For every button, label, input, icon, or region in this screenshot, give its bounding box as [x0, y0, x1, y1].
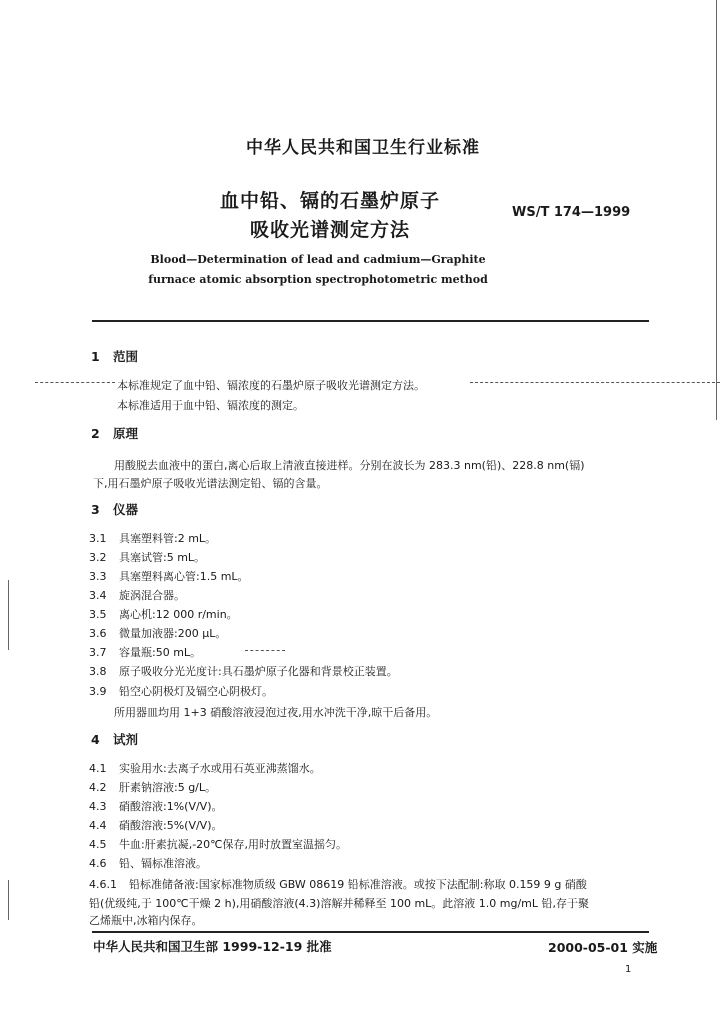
scan-artifact-line [470, 382, 720, 383]
item-text: 容量瓶:50 mL。 [119, 646, 202, 659]
section-1-paragraph-1: 本标准规定了血中铅、镉浓度的石墨炉原子吸收光谱测定方法。 [117, 379, 425, 392]
item-number: 4.4 [89, 819, 107, 832]
item-text: 铅标准储备液:国家标准物质级 GBW 08619 铅标准溶液。或按下法配制:称取 0.159 9 g 硝酸 [129, 878, 587, 891]
scan-artifact-line [245, 650, 285, 651]
item-number: 3.6 [89, 627, 107, 640]
item-text: 旋涡混合器。 [119, 589, 185, 602]
list-item [89, 855, 207, 871]
item-text: 微量加液器:200 μL。 [119, 627, 227, 640]
item-text: 具塞试管:5 mL。 [119, 551, 206, 564]
item-text: 具塞塑料离心管:1.5 mL。 [119, 570, 249, 583]
item-number: 3.1 [89, 532, 107, 545]
list-item [89, 644, 201, 660]
item-number: 3.8 [89, 665, 107, 678]
section-2-paragraph-1: 用酸脱去血液中的蛋白,离心后取上清液直接进样。分别在波长为 283.3 nm(铅)、228.8 nm(镉) [114, 459, 585, 472]
footer-rule [92, 931, 649, 933]
item-text: 牛血:肝素抗凝,-20℃保存,用时放置室温摇匀。 [119, 838, 348, 851]
list-item [89, 760, 321, 776]
item-text: 铅、镉标准溶液。 [119, 857, 207, 870]
section-3-heading [91, 500, 138, 518]
item-text: 具塞塑料管:2 mL。 [119, 532, 217, 545]
section-2-number: 2 [91, 426, 100, 441]
section-2-heading [91, 424, 138, 442]
title-en-line-2: furnace atomic absorption spectrophotometric method [148, 273, 488, 286]
title-cn-line-1: 血中铅、镉的石墨炉原子 [219, 190, 440, 212]
item-number: 3.2 [89, 551, 107, 564]
list-item [89, 625, 226, 641]
section-4-title: 试剂 [113, 732, 139, 747]
section-4-number: 4 [91, 732, 100, 747]
list-item [89, 587, 185, 603]
item-text: 硝酸溶液:1%(V/V)。 [119, 800, 223, 813]
scan-edge-mark [8, 880, 9, 920]
header-rule [92, 320, 649, 322]
sub-item-4-6-1-line-3: 乙烯瓶中,冰箱内保存。 [89, 914, 203, 927]
list-item [89, 798, 223, 814]
list-item [89, 683, 273, 699]
sub-item-4-6-1 [89, 876, 587, 892]
list-item [89, 606, 238, 622]
list-item [89, 568, 249, 584]
scan-edge-mark [8, 580, 9, 650]
sub-item-4-6-1-line-2: 铅(优级纯,于 100℃干燥 2 h),用硝酸溶液(4.3)溶解并稀释至 100 mL。此溶液 1.0 mg/mL 铅,存于聚 [89, 897, 590, 910]
item-number: 4.5 [89, 838, 107, 851]
item-number: 3.5 [89, 608, 107, 621]
title-en-line-1: Blood—Determination of lead and cadmium—Graphite [150, 253, 486, 266]
section-3-title: 仪器 [113, 502, 139, 517]
implementation-date: 2000-05-01 实施 [548, 940, 658, 955]
list-item [89, 663, 398, 679]
standard-category: 中华人民共和国卫生行业标准 [246, 138, 480, 158]
section-2-title: 原理 [113, 426, 139, 441]
standard-number: WS/T 174—1999 [512, 205, 631, 220]
item-text: 离心机:12 000 r/min。 [119, 608, 238, 621]
scan-artifact-line [35, 382, 115, 383]
item-text: 铅空心阴极灯及镉空心阴极灯。 [119, 685, 273, 698]
title-cn-line-2: 吸收光谱测定方法 [249, 219, 410, 241]
item-number: 4.6.1 [89, 878, 117, 891]
section-1-title: 范围 [113, 349, 139, 364]
item-number: 4.1 [89, 762, 107, 775]
approval-date: 中华人民共和国卫生部 1999-12-19 批准 [93, 939, 332, 954]
section-3-note: 所用器皿均用 1+3 硝酸溶液浸泡过夜,用水冲洗干净,晾干后备用。 [114, 706, 438, 719]
item-number: 3.4 [89, 589, 107, 602]
item-number: 4.6 [89, 857, 107, 870]
list-item [89, 817, 223, 833]
list-item [89, 779, 216, 795]
section-4-heading [91, 730, 138, 748]
item-number: 4.3 [89, 800, 107, 813]
list-item [89, 836, 347, 852]
page-number: 1 [625, 964, 632, 975]
section-1-heading [91, 347, 138, 365]
list-item [89, 530, 216, 546]
section-1-paragraph-2: 本标准适用于血中铅、镉浓度的测定。 [117, 399, 304, 412]
section-1-number: 1 [91, 349, 100, 364]
item-number: 3.9 [89, 685, 107, 698]
item-number: 3.3 [89, 570, 107, 583]
section-2-paragraph-2: 下,用石墨炉原子吸收光谱法测定铅、镉的含量。 [93, 477, 328, 490]
item-text: 原子吸收分光光度计:具石墨炉原子化器和背景校正装置。 [119, 665, 398, 678]
section-3-number: 3 [91, 502, 100, 517]
item-text: 肝素钠溶液:5 g/L。 [119, 781, 217, 794]
list-item [89, 549, 205, 565]
item-number: 3.7 [89, 646, 107, 659]
item-text: 实验用水:去离子水或用石英亚沸蒸馏水。 [119, 762, 321, 775]
item-text: 硝酸溶液:5%(V/V)。 [119, 819, 223, 832]
item-number: 4.2 [89, 781, 107, 794]
scan-edge-mark [716, 0, 717, 420]
